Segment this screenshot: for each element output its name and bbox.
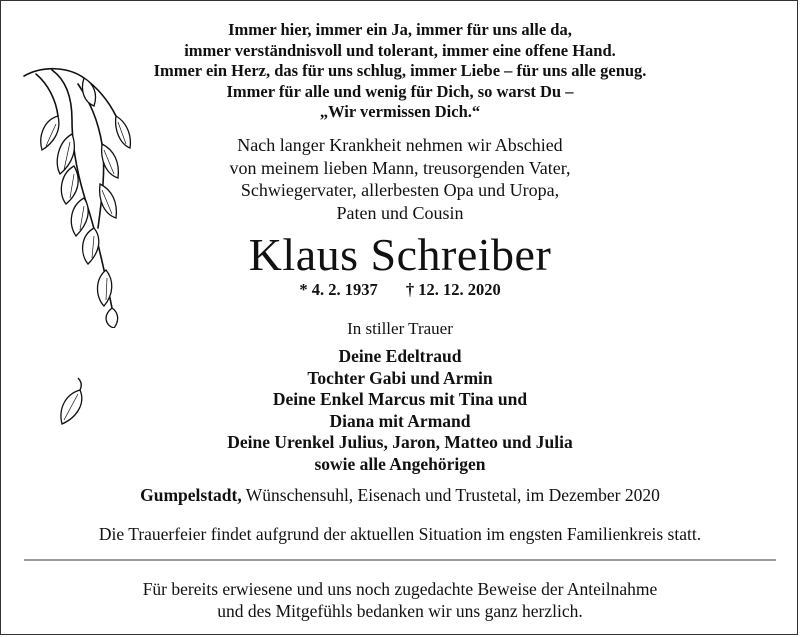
life-dates [0, 280, 800, 300]
family-line: Deine Urenkel Julius, Jaron, Matteo und Julia [227, 432, 573, 453]
thanks-line: und des Mitgefühls bedanken wir uns ganz herzlich. [217, 601, 583, 621]
intro-line: von meinem lieben Mann, treusorgenden Vater, [229, 157, 571, 178]
thanks-text [0, 578, 800, 622]
intro-line: Schwiegervater, allerbesten Opa und Uropa, [240, 180, 560, 200]
family-line: Tochter Gabi und Armin [307, 367, 493, 388]
poem-line: „Wir vermissen Dich.“ [319, 102, 481, 121]
family-line: sowie alle Angehörigen [314, 453, 486, 474]
poem-line: Immer ein Herz, das für uns schlug, immer Liebe – für uns alle genug. [153, 61, 647, 80]
poem-line: Immer für alle und wenig für Dich, so warst Du – [226, 81, 574, 101]
divider [24, 559, 776, 561]
birth-date: * 4. 2. 1937 [299, 280, 378, 299]
poem [0, 20, 800, 123]
family-list [0, 346, 800, 476]
poem-line: immer verständnisvoll und tolerant, immer eine offene Hand. [184, 40, 616, 60]
deceased-name: Klaus Schreiber [248, 229, 552, 280]
place-rest: Wünschensuhl, Eisenach und Trustetal, im Dezember 2020 [241, 485, 660, 505]
place-and-date [0, 484, 800, 506]
thanks-line: Für bereits erwiesene und uns noch zugedachte Beweise der Anteilnahme [142, 579, 658, 599]
funeral-note: Die Trauerfeier findet aufgrund der aktuellen Situation im engsten Familienkreis statt. [98, 524, 702, 544]
intro-line: Nach langer Krankheit nehmen wir Abschied [237, 135, 563, 155]
family-line: Deine Edeltraud [338, 346, 462, 366]
family-line: Deine Enkel Marcus mit Tina und [272, 389, 528, 410]
intro-line: Paten und Cousin [336, 202, 464, 223]
poem-line: Immer hier, immer ein Ja, immer für uns alle da, [228, 20, 572, 39]
death-date: † 12. 12. 2020 [405, 280, 501, 299]
intro-text [0, 134, 800, 224]
place-town: Gumpelstadt, [140, 485, 242, 505]
mourning-heading: In stiller Trauer [347, 319, 453, 338]
family-line: Diana mit Armand [329, 410, 471, 431]
